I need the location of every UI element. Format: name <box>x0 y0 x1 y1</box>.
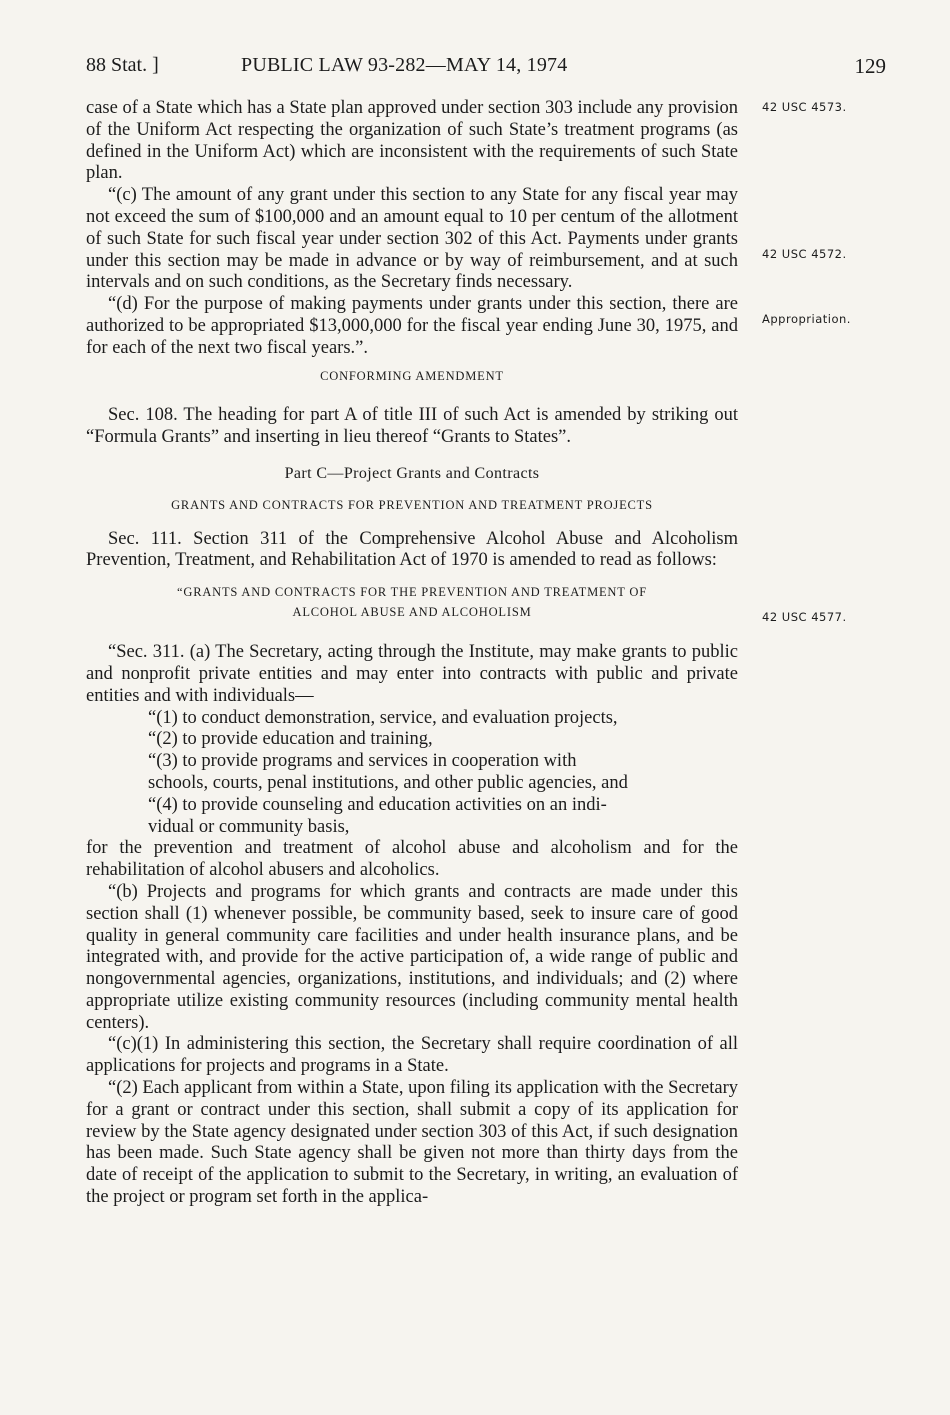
part-heading: Part C—Project Grants and Contracts <box>284 464 540 482</box>
list-item-continuation: vidual or community basis, <box>148 816 350 837</box>
margin-note: 42 USC 4572. <box>762 247 847 261</box>
quoted-heading-line: ALCOHOL ABUSE AND ALCOHOLISM <box>292 605 532 620</box>
list-item: “(1) to conduct demonstration, service, and evaluation projects, <box>148 707 618 728</box>
page-number: 129 <box>854 54 886 78</box>
margin-note: 42 USC 4577. <box>762 610 847 624</box>
paragraph: “(d) For the purpose of making payments under grants under this section, there are authorized to be appropriated $13,000,000 for the fiscal year ending June 30, 1975, and for each of the next two fiscal years.”. <box>86 294 738 358</box>
list-item: “(3) to provide programs and services in cooperation with <box>148 751 577 772</box>
page-header <box>86 54 886 84</box>
statute-volume: 88 Stat. ] <box>86 54 159 76</box>
list-item-continuation: schools, courts, penal institutions, and other public agencies, and <box>148 772 628 793</box>
list-item: “(2) to provide education and training, <box>148 729 433 750</box>
running-title: PUBLIC LAW 93-282—MAY 14, 1974 <box>241 54 568 76</box>
paragraph: case of a State which has a State plan approved under section 303 include any provision of the Uniform Act respecting the organization of such State’s treatment programs (as defined in the Uniform Act) which are inconsistent with the requirements of such State plan. <box>86 98 738 184</box>
paragraph: “(c) The amount of any grant under this section to any State for any fiscal year may not exceed the sum of $100,000 and an amount equal to 10 per centum of the allotment of such State for such fiscal year under section 302 of this Act. Payments under grants under this section may be made in advance or by way of reimbursement, and at such intervals and on such conditions, as the Secretary finds necessary. <box>86 185 738 293</box>
section-heading: CONFORMING AMENDMENT <box>320 368 504 383</box>
paragraph: Sec. 108. The heading for part A of title III of such Act is amended by striking out “Formula Grants” and inserting in lieu thereof “Grants to States”. <box>86 405 738 448</box>
margin-note: Appropriation. <box>762 312 851 326</box>
quoted-heading <box>86 582 738 622</box>
paragraph: Sec. 111. Section 311 of the Comprehensive Alcohol Abuse and Alcoholism Prevention, Treatment, and Rehabilitation Act of 1970 is amended to read as follows: <box>86 528 738 571</box>
margin-note: 42 USC 4573. <box>762 100 847 114</box>
paragraph: for the prevention and treatment of alcohol abuse and alcoholism and for the rehabilitation of alcohol abusers and alcoholics. <box>86 838 738 881</box>
list-item: “(4) to provide counseling and education activities on an indi- <box>148 794 607 815</box>
paragraph: “Sec. 311. (a) The Secretary, acting through the Institute, may make grants to public and nonprofit private entities and may enter into contracts with public and private entities and with individuals— <box>86 642 738 706</box>
quoted-heading-line: “GRANTS AND CONTRACTS FOR THE PREVENTION AND TREATMENT OF <box>177 585 647 600</box>
paragraph: “(2) Each applicant from within a State, upon filing its application with the Secretary for a grant or contract under this section, shall submit a copy of its application for review by the State agency designated under section 303 of this Act, if such designation has been made. Such State agency shall be given not more than thirty days from the date of receipt of the application to submit to the Secretary, in writing, an evaluation of the project or program set forth in the applica- <box>86 1078 738 1208</box>
section-heading: GRANTS AND CONTRACTS FOR PREVENTION AND TREATMENT PROJECTS <box>171 497 653 512</box>
paragraph: “(c)(1) In administering this section, the Secretary shall require coordination of all applications for projects and programs in a State. <box>86 1034 738 1077</box>
body-text <box>86 98 738 1209</box>
paragraph: “(b) Projects and programs for which grants and contracts are made under this section shall (1) whenever possible, be community based, seek to insure care of good quality in general community care facilities and under health insurance plans, and be integrated with, and provide for the active participation of, a wide range of public and nongovernmental agencies, organizations, institutions, and individuals; and (2) where appropriate utilize existing community resources (including community mental health centers). <box>86 881 738 1033</box>
